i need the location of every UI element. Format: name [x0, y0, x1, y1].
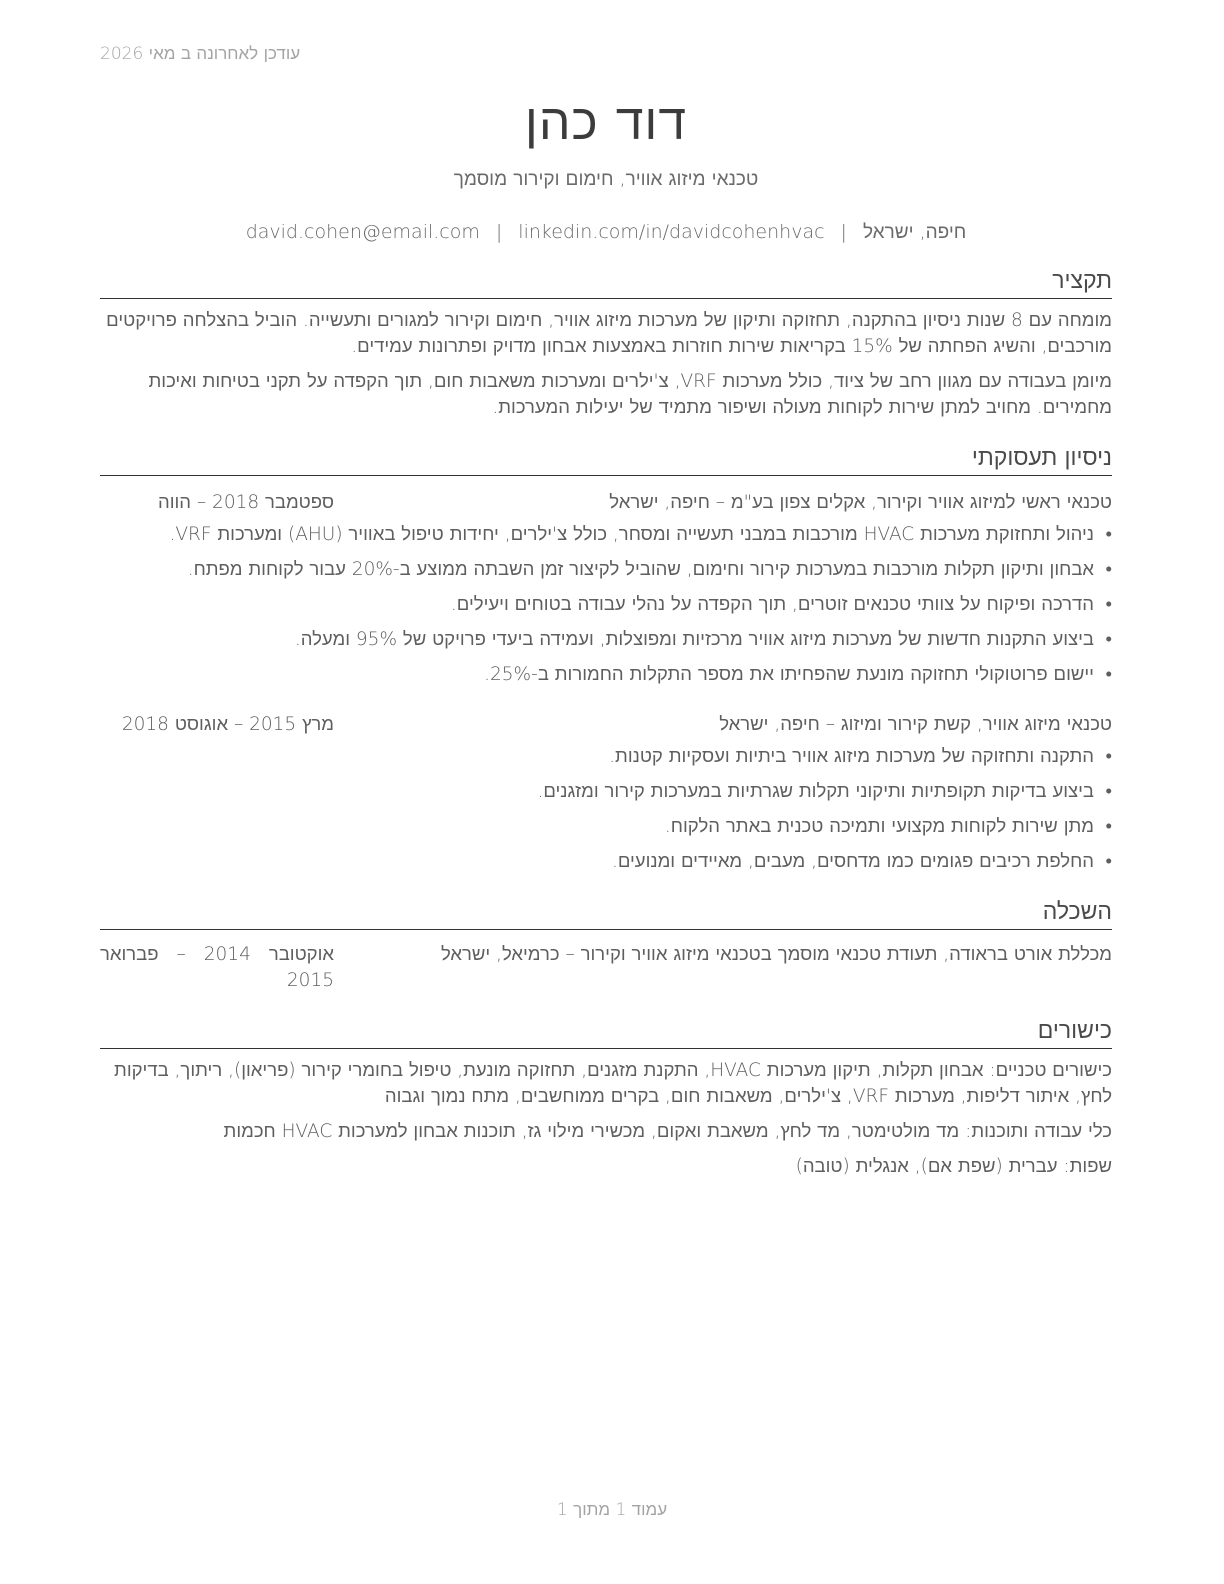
job-bullet-text: ביצוע התקנות חדשות של מערכות מיזוג אוויר מרכזיות ומפוצלות, ועמידה ביעדי פרויקט של 95% ומעלה. [294, 629, 1094, 650]
bullet-icon: • [1105, 746, 1112, 767]
job-bullet [100, 779, 1112, 805]
job-bullet-text: אבחון ותיקון תקלות מורכבות במערכות קירור וחימום, שהוביל לקיצור זמן השבתה ממוצע ב-20% עבור לקוחות מפתח. [187, 559, 1094, 580]
summary-heading: תקציר [100, 266, 1112, 299]
experience-section [100, 443, 1112, 875]
skills-languages: שפות: עברית (שפת אם), אנגלית (טובה) [795, 1156, 1112, 1177]
skills-technical: כישורים טכניים: אבחון תקלות, תיקון מערכות HVAC, התקנת מזגנים, תחזוקה מונעת, טיפול בחומרי קירור (פריאון), ריתוך, בדיקות לחץ, איתור דליפות, מערכות VRF, צ'ילרים, משאבות חום, בקרים ממוחשבים, מתח נמוך וגבוה [114, 1060, 1112, 1107]
job-bullet [100, 662, 1112, 688]
job-dates: מרץ 2015 – אוגוסט 2018 [121, 714, 334, 735]
job-bullet [100, 627, 1112, 653]
job-header [100, 712, 1112, 738]
education-heading: השכלה [100, 897, 1112, 930]
contact-separator: | [495, 221, 503, 243]
job-bullet [100, 814, 1112, 840]
bullet-icon: • [1105, 629, 1112, 650]
bullet-icon: • [1105, 816, 1112, 837]
job-bullet-text: ניהול ותחזוקת מערכות HVAC מורכבות במבני תעשייה ומסחר, כולל צ'ילרים, יחידות טיפול באוויר (AHU) ומערכות VRF. [169, 524, 1094, 545]
job-bullet-text: החלפת רכיבים פגומים כמו מדחסים, מעבים, מאיידים ומנועים. [611, 851, 1094, 872]
job-bullet [100, 557, 1112, 583]
bullet-icon: • [1105, 524, 1112, 545]
job-entry [100, 712, 1112, 875]
education-dates: אוקטובר 2014 – פברואר 2015 [100, 944, 335, 991]
experience-heading: ניסיון תעסוקתי [100, 443, 1112, 476]
job-bullet-text: התקנה ותחזוקה של מערכות מיזוג אוויר ביתיות ועסקיות קטנות. [609, 746, 1094, 767]
job-bullet-text: מתן שירות לקוחות מקצועי ותמיכה טכנית באתר הלקוח. [664, 816, 1094, 837]
job-header [100, 490, 1112, 516]
contact-separator: | [840, 221, 847, 243]
page-number: עמוד 1 מתוך 1 [556, 1500, 668, 1520]
education-section [100, 897, 1112, 994]
last-updated-note: עודכן לאחרונה ב מאי 2026 [100, 44, 301, 64]
summary-section [100, 266, 1112, 421]
skills-section [100, 1016, 1112, 1180]
contact-email[interactable]: david.cohen@email.com [245, 221, 480, 243]
contact-linkedin[interactable]: linkedin.com/in/davidcohenhvac [518, 221, 825, 243]
education-institution: מכללת אורט בראודה, תעודת טכנאי מוסמך בטכנאי מיזוג אוויר וקירור – כרמיאל, ישראל [440, 944, 1112, 965]
job-dates: ספטמבר 2018 – הווה [157, 492, 334, 513]
candidate-name: דוד כהן [524, 93, 688, 151]
education-entry [100, 942, 1112, 994]
job-bullets [100, 522, 1112, 688]
contact-line [100, 221, 1112, 244]
bullet-icon: • [1105, 594, 1112, 615]
job-bullet-text: יישום פרוטוקולי תחזוקה מונעת שהפחיתו את מספר התקלות החמורות ב-25%. [484, 664, 1094, 685]
resume-page [100, 0, 1112, 1180]
bullet-icon: • [1105, 664, 1112, 685]
candidate-title: טכנאי מיזוג אוויר, חימום וקירור מוסמך [453, 168, 759, 190]
job-bullet-text: הדרכה ופיקוח על צוותי טכנאים זוטרים, תוך הקפדה על נהלי עבודה בטוחים ויעילים. [450, 594, 1094, 615]
job-bullets [100, 744, 1112, 875]
job-bullet-text: ביצוע בדיקות תקופתיות ותיקוני תקלות שגרתיות במערכות קירור ומזגנים. [537, 781, 1094, 802]
bullet-icon: • [1105, 851, 1112, 872]
job-title: טכנאי ראשי למיזוג אוויר וקירור, אקלים צפון בע"מ – חיפה, ישראל [609, 492, 1112, 513]
job-bullet [100, 522, 1112, 548]
job-entry [100, 490, 1112, 688]
skills-heading: כישורים [100, 1016, 1112, 1049]
summary-paragraph: מיומן בעבודה עם מגוון רחב של ציוד, כולל מערכות VRF, צ'ילרים ומערכות משאבות חום, תוך הקפדה על תקני בטיחות ואיכות מחמירים. מחויב למתן שירות לקוחות מעולה ושיפור מתמיד של יעילות המערכות. [148, 371, 1112, 418]
bullet-icon: • [1105, 559, 1112, 580]
skills-tools: כלי עבודה ותוכנות: מד מולטימטר, מד לחץ, משאבת ואקום, מכשירי מילוי גז, תוכנות אבחון למערכות HVAC חכמות [223, 1121, 1112, 1142]
bullet-icon: • [1105, 781, 1112, 802]
job-bullet [100, 744, 1112, 770]
contact-location: חיפה, ישראל [862, 221, 967, 243]
job-title: טכנאי מיזוג אוויר, קשת קירור ומיזוג – חיפה, ישראל [719, 714, 1112, 735]
summary-paragraph: מומחה עם 8 שנות ניסיון בהתקנה, תחזוקה ותיקון של מערכות מיזוג אוויר, חימום וקירור למגורים ותעשייה. הוביל בהצלחה פרויקטים מורכבים, והשיג הפחתה של 15% בקריאות שירות חוזרות באמצעות אבחון מדויק ופתרונות עמידים. [106, 310, 1112, 357]
job-bullet [100, 592, 1112, 618]
job-bullet [100, 849, 1112, 875]
